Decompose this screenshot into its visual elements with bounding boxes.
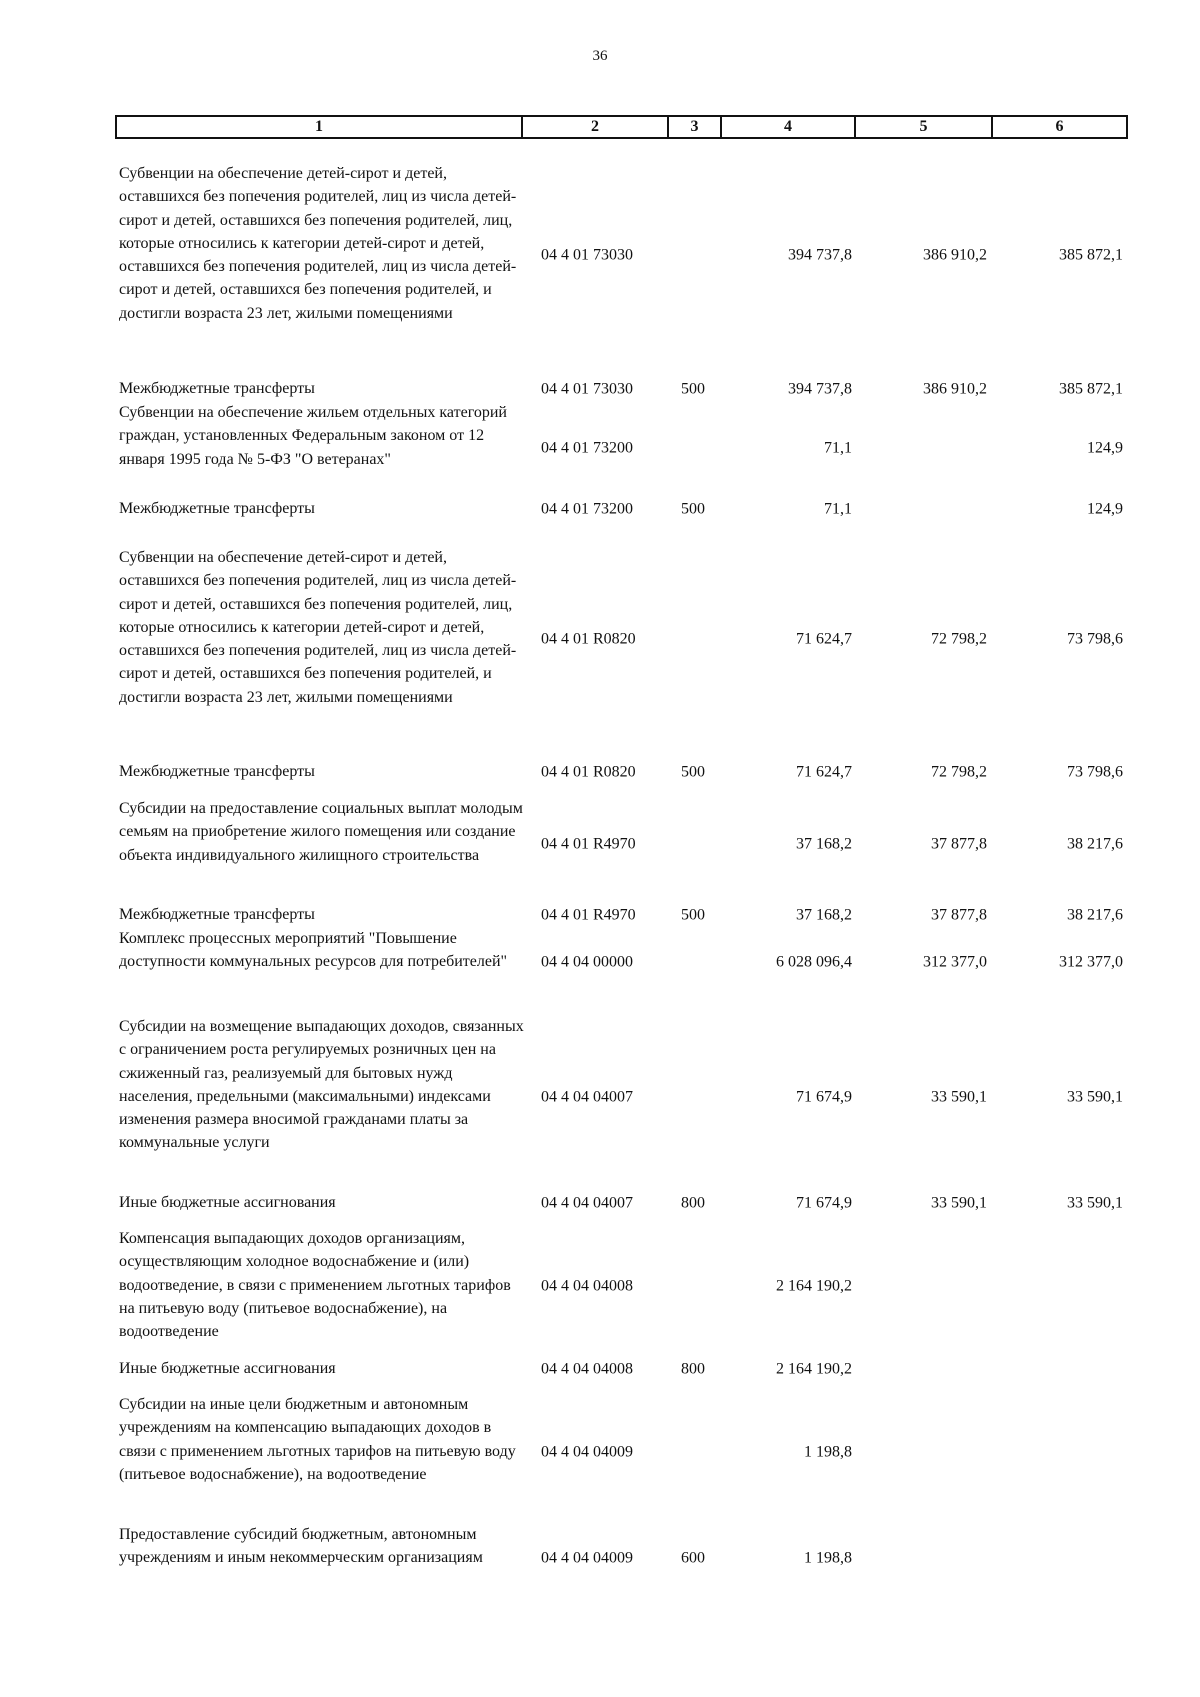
column-header-4: 4 bbox=[721, 116, 855, 138]
row-name: Компенсация выпадающих доходов организациям, осуществляющим холодное водоснабжение и (или) водоотведение, в связи с применением льготных тарифов на питьевую воду (питьевое водоснабжение), на водоотведение bbox=[119, 1230, 511, 1341]
row-amount-3: 385 872,1 bbox=[1059, 379, 1123, 397]
row-expense-type: 500 bbox=[681, 762, 705, 780]
column-header-5: 5 bbox=[855, 116, 992, 138]
row-name: Межбюджетные трансферты bbox=[119, 763, 315, 780]
row-code: 04 4 01 73030 bbox=[541, 379, 633, 397]
row-amount-1: 71 624,7 bbox=[796, 762, 852, 780]
row-name: Иные бюджетные ассигнования bbox=[119, 1194, 336, 1211]
table-row bbox=[0, 497, 1200, 520]
row-amount-2: 312 377,0 bbox=[923, 953, 987, 971]
row-name: Субвенции на обеспечение жильем отдельных категорий граждан, установленных Федеральным законом от 12 января 1995 года № 5-ФЗ "О ветеранах" bbox=[119, 404, 507, 468]
table-row bbox=[0, 1357, 1200, 1380]
row-name: Межбюджетные трансферты bbox=[119, 380, 315, 397]
table-row bbox=[0, 1015, 1200, 1178]
row-amount-1: 2 164 190,2 bbox=[776, 1276, 852, 1294]
row-expense-type: 500 bbox=[681, 499, 705, 517]
table-row bbox=[0, 401, 1200, 494]
row-amount-1: 1 198,8 bbox=[804, 1549, 852, 1567]
row-amount-2: 33 590,1 bbox=[931, 1087, 987, 1105]
row-amount-2: 37 877,8 bbox=[931, 834, 987, 852]
row-amount-2: 386 910,2 bbox=[923, 246, 987, 264]
row-code: 04 4 01 R0820 bbox=[541, 630, 636, 648]
row-code: 04 4 04 00000 bbox=[541, 953, 633, 971]
row-amount-2: 72 798,2 bbox=[931, 762, 987, 780]
row-name: Субсидии на предоставление социальных выплат молодым семьям на приобретение жилого помещения или создание объекта индивидуального жилищного строительства bbox=[119, 800, 523, 864]
row-name: Субвенции на обеспечение детей-сирот и детей, оставшихся без попечения родителей, лиц из числа детей-сирот и детей, оставшихся без попечения родителей, лиц, которые относились к категории детей-сирот и детей, оставшихся без попечения родителей, лиц из числа детей-сирот и детей, оставшихся без попечения родителей, и достигли возраста 23 лет, жилыми помещениями bbox=[119, 165, 517, 322]
table-row bbox=[0, 1227, 1200, 1344]
row-amount-1: 37 168,2 bbox=[796, 834, 852, 852]
row-code: 04 4 04 04007 bbox=[541, 1193, 633, 1211]
row-amount-1: 37 168,2 bbox=[796, 905, 852, 923]
row-amount-1: 71,1 bbox=[824, 499, 852, 517]
row-amount-1: 6 028 096,4 bbox=[776, 953, 852, 971]
table-row bbox=[0, 546, 1200, 732]
table-row bbox=[0, 162, 1200, 348]
row-name: Межбюджетные трансферты bbox=[119, 906, 315, 923]
row-code: 04 4 04 04007 bbox=[541, 1087, 633, 1105]
column-header-6: 6 bbox=[992, 116, 1127, 138]
row-name: Субвенции на обеспечение детей-сирот и детей, оставшихся без попечения родителей, лиц из числа детей-сирот и детей, оставшихся без попечения родителей, лиц, которые относились к категории детей-сирот и детей, оставшихся без попечения родителей, лиц из числа детей-сирот и детей, оставшихся без попечения родителей, и достигли возраста 23 лет, жилыми помещениями bbox=[119, 549, 517, 706]
table-row bbox=[0, 1393, 1200, 1510]
row-amount-3: 33 590,1 bbox=[1067, 1193, 1123, 1211]
row-code: 04 4 01 73200 bbox=[541, 499, 633, 517]
row-name: Предоставление субсидий бюджетным, автономным учреждениям и иным некоммерческим организациям bbox=[119, 1526, 483, 1567]
row-code: 04 4 01 73200 bbox=[541, 438, 633, 456]
row-amount-1: 71 674,9 bbox=[796, 1087, 852, 1105]
row-amount-1: 394 737,8 bbox=[788, 379, 852, 397]
row-amount-3: 124,9 bbox=[1087, 499, 1123, 517]
table-row bbox=[0, 760, 1200, 783]
row-amount-1: 71 674,9 bbox=[796, 1193, 852, 1211]
column-header-2: 2 bbox=[522, 116, 668, 138]
row-amount-3: 38 217,6 bbox=[1067, 905, 1123, 923]
row-code: 04 4 04 04009 bbox=[541, 1442, 633, 1460]
row-amount-3: 73 798,6 bbox=[1067, 630, 1123, 648]
row-expense-type: 500 bbox=[681, 905, 705, 923]
row-amount-1: 2 164 190,2 bbox=[776, 1359, 852, 1377]
row-amount-2: 72 798,2 bbox=[931, 630, 987, 648]
row-amount-3: 124,9 bbox=[1087, 438, 1123, 456]
row-code: 04 4 01 73030 bbox=[541, 246, 633, 264]
row-code: 04 4 01 R0820 bbox=[541, 762, 636, 780]
row-name: Комплекс процессных мероприятий "Повышение доступности коммунальных ресурсов для потребителей" bbox=[119, 930, 508, 971]
table-row bbox=[0, 1191, 1200, 1214]
column-header-3: 3 bbox=[668, 116, 721, 138]
row-name: Иные бюджетные ассигнования bbox=[119, 1360, 336, 1377]
row-name: Субсидии на иные цели бюджетным и автономным учреждениям на компенсацию выпадающих доходов в связи с применением льготных тарифов на питьевую воду (питьевое водоснабжение), на водоотведение bbox=[119, 1396, 516, 1483]
row-amount-2: 386 910,2 bbox=[923, 379, 987, 397]
row-amount-2: 37 877,8 bbox=[931, 905, 987, 923]
row-name: Межбюджетные трансферты bbox=[119, 500, 315, 517]
row-code: 04 4 04 04008 bbox=[541, 1359, 633, 1377]
row-amount-1: 71,1 bbox=[824, 438, 852, 456]
row-amount-1: 394 737,8 bbox=[788, 246, 852, 264]
page-number: 36 bbox=[592, 48, 608, 64]
row-amount-3: 385 872,1 bbox=[1059, 246, 1123, 264]
column-header-row bbox=[115, 115, 1128, 139]
row-amount-1: 1 198,8 bbox=[804, 1442, 852, 1460]
row-expense-type: 500 bbox=[681, 379, 705, 397]
row-code: 04 4 04 04009 bbox=[541, 1549, 633, 1567]
row-code: 04 4 01 R4970 bbox=[541, 905, 636, 923]
row-amount-3: 312 377,0 bbox=[1059, 953, 1123, 971]
row-amount-3: 73 798,6 bbox=[1067, 762, 1123, 780]
row-name: Субсидии на возмещение выпадающих доходов, связанных с ограничением роста регулируемых розничных цен на сжиженный газ, реализуемый для бытовых нужд населения, предельными (максимальными) индексами изменения размера вносимой гражданами платы за коммунальные услуги bbox=[119, 1018, 524, 1152]
table-row bbox=[0, 1523, 1200, 1593]
table-row bbox=[0, 377, 1200, 400]
row-amount-3: 33 590,1 bbox=[1067, 1087, 1123, 1105]
row-amount-1: 71 624,7 bbox=[796, 630, 852, 648]
table-row bbox=[0, 927, 1200, 997]
row-amount-3: 38 217,6 bbox=[1067, 834, 1123, 852]
table-row bbox=[0, 797, 1200, 890]
row-code: 04 4 04 04008 bbox=[541, 1276, 633, 1294]
row-code: 04 4 01 R4970 bbox=[541, 834, 636, 852]
column-header-1: 1 bbox=[116, 116, 522, 138]
row-expense-type: 800 bbox=[681, 1359, 705, 1377]
row-expense-type: 800 bbox=[681, 1193, 705, 1211]
row-amount-2: 33 590,1 bbox=[931, 1193, 987, 1211]
row-expense-type: 600 bbox=[681, 1549, 705, 1567]
table-row bbox=[0, 903, 1200, 926]
